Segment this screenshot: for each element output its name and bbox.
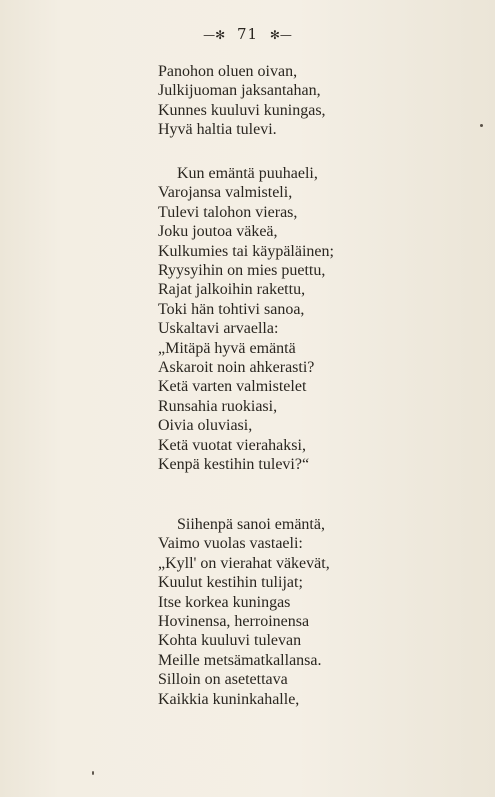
verse-line: Ryysyihin on mies puettu, <box>158 262 326 280</box>
paper-speck <box>92 771 94 775</box>
verse-line: Kunnes kuuluvi kuningas, <box>158 101 326 119</box>
verse-line: Joku joutoa väkeä, <box>158 223 278 241</box>
verse-line: Askaroit noin ahkerasti? <box>158 359 315 377</box>
verse-line: Varojansa valmisteli, <box>158 184 293 202</box>
paper-speck <box>480 124 483 127</box>
verse-line: Hyvä haltia tulevi. <box>158 121 277 139</box>
verse-line: Toki hän tohtivi sanoa, <box>158 300 305 318</box>
verse-line: Silloin on asetettava <box>158 671 288 689</box>
stanza-1 <box>158 62 326 140</box>
verse-line: Kohta kuuluvi tulevan <box>158 632 302 650</box>
verse-line: Runsahia ruokiasi, <box>158 397 278 415</box>
verse-line: Kaikkia kuninkahalle, <box>158 690 300 708</box>
verse-line: Tulevi talohon vieras, <box>158 203 298 221</box>
verse-line: Kuulut kestihin tulijat; <box>158 574 303 592</box>
verse-line: Siihenpä sanoi emäntä, <box>177 516 325 533</box>
verse-line: Oivia oluviasi, <box>158 417 253 435</box>
verse-line: „Kyll' on vierahat väkevät, <box>158 554 330 572</box>
verse-line: Uskaltavi arvaella: <box>158 320 279 338</box>
verse-line: Itse korkea kuningas <box>158 593 291 611</box>
right-ornament: ✻— <box>269 28 292 42</box>
page-number: 71 <box>236 25 259 43</box>
verse-line: „Mitäpä hyvä emäntä <box>158 339 296 357</box>
verse-line: Vaimo vuolas vastaeli: <box>158 535 303 553</box>
verse-line: Hovinensa, herroinensa <box>158 613 310 631</box>
verse-line: Kulkumies tai käypäläinen; <box>158 242 334 260</box>
verse-line: Julkijuoman jaksantahan, <box>158 82 321 100</box>
stanza-2 <box>158 164 334 475</box>
stanza-3 <box>158 515 330 709</box>
verse-line: Rajat jalkoihin rakettu, <box>158 281 306 299</box>
verse-line: Ketä varten valmistelet <box>158 378 307 396</box>
page-header <box>0 25 495 43</box>
verse-line: Kenpä kestihin tulevi?“ <box>158 456 310 474</box>
verse-line: Meille metsämatkallansa. <box>158 651 322 669</box>
verse-line: Ketä vuotat vierahaksi, <box>158 436 306 454</box>
verse-line: Kun emäntä puuhaeli, <box>177 165 318 182</box>
verse-line: Panohon oluen oivan, <box>158 63 298 80</box>
left-ornament: —✻ <box>203 28 226 42</box>
